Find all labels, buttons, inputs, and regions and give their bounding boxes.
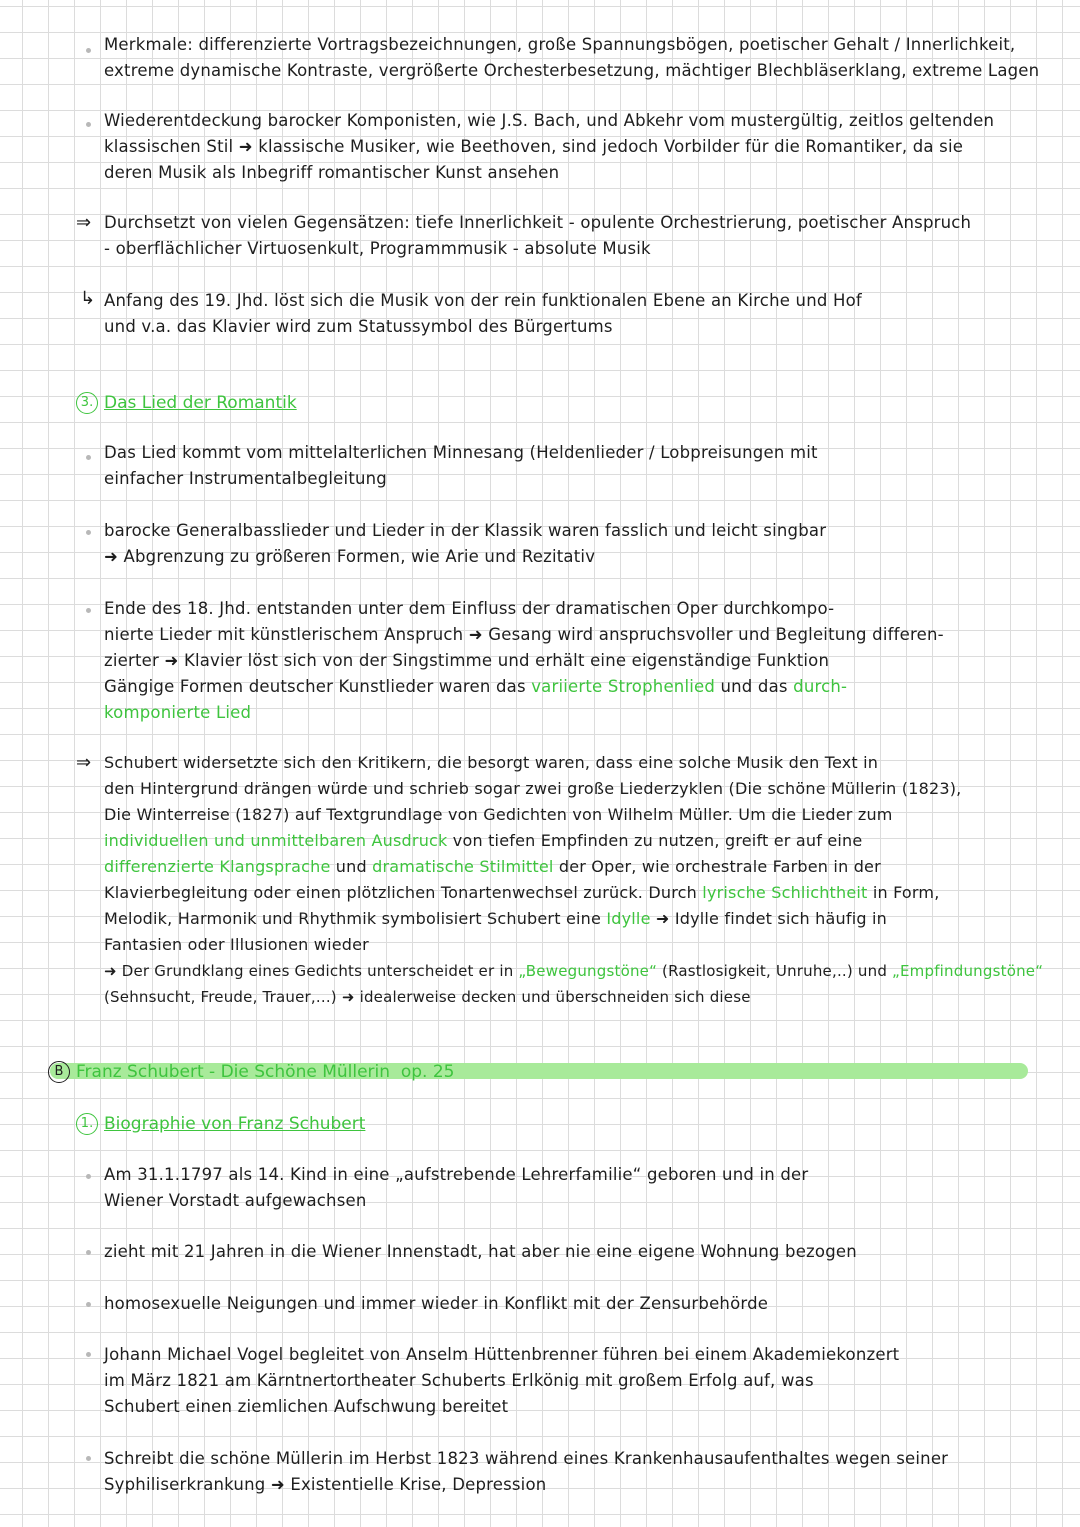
text-line: zieht mit 21 Jahren in die Wiener Innenstadt, hat aber nie eine eigene Wohnung bezogen xyxy=(104,1242,857,1261)
text-line: ➜ Der Grundklang eines Gedichts unterscheidet er in „Bewegungstöne“ (Rastlosigkeit, Unruhe,..) und „Empfindungstöne“ xyxy=(104,962,1044,980)
text-line: Fantasien oder Illusionen wieder xyxy=(104,935,369,954)
arrow-right-icon: ➜ xyxy=(270,1475,285,1494)
text-line: Gängige Formen deutscher Kunstlieder waren das variierte Strophenlied und das durch- xyxy=(104,677,848,696)
merkmale-block xyxy=(104,32,1039,84)
text-line: - oberflächlicher Virtuosenkult, Programmmusik - absolute Musik xyxy=(104,239,651,258)
text-line: einfacher Instrumentalbegleitung xyxy=(104,469,387,488)
text-line: differenzierte Klangsprache und dramatische Stilmittel der Oper, wie orchestrale Farben in der xyxy=(104,857,881,876)
arrow-right-icon: ➜ xyxy=(341,988,355,1006)
bullet xyxy=(86,48,91,53)
text-line: Das Lied kommt vom mittelalterlichen Minnesang (Heldenlieder / Lobpreisungen mit xyxy=(104,443,818,462)
bullet xyxy=(86,122,91,127)
text-line: den Hintergrund drängen würde und schrieb sogar zwei große Liederzyklen (Die schöne Müllerin (1823), xyxy=(104,779,962,798)
arrow-right-icon: ➜ xyxy=(468,625,483,644)
return-arrow-icon: ↳ xyxy=(80,288,96,309)
gegensaetze-block xyxy=(104,210,971,262)
section-heading-biographie: 1. Biographie von Franz Schubert xyxy=(76,1111,365,1137)
arrow-right-icon: ➜ xyxy=(104,962,117,980)
bio-item xyxy=(104,1446,948,1498)
section-number: 3. xyxy=(76,392,98,414)
section-heading-schubert: B Franz Schubert - Die Schöne Müllerin op. 25 xyxy=(48,1059,455,1085)
text-line: Johann Michael Vogel begleitet von Anselm Hüttenbrenner führen bei einem Akademiekonzert xyxy=(104,1345,900,1364)
text-line: und v.a. das Klavier wird zum Statussymbol des Bürgertums xyxy=(104,317,613,336)
bio-item xyxy=(104,1162,808,1214)
anfang-block xyxy=(104,288,862,340)
bio-item xyxy=(104,1342,899,1420)
text-line: Durchsetzt von vielen Gegensätzen: tiefe Innerlichkeit - opulente Orchestrierung, poetischer Anspruch xyxy=(104,213,972,232)
text-line: komponierte Lied xyxy=(104,703,252,722)
bullet xyxy=(86,1352,91,1357)
bio-item xyxy=(104,1239,857,1265)
schubert-block xyxy=(104,750,1043,1010)
bullet xyxy=(86,1456,91,1461)
text-line: Klavierbegleitung oder einen plötzlichen Tonartenwechsel zurück. Durch lyrische Schlichtheit in Form, xyxy=(104,883,940,902)
arrow-right-icon: ➜ xyxy=(164,651,179,670)
wiederentdeckung-block xyxy=(104,108,994,186)
bio-item xyxy=(104,1291,768,1317)
text-line: klassischen Stil ➜ klassische Musiker, wie Beethoven, sind jedoch Vorbilder für die Romantiker, da sie xyxy=(104,137,964,156)
bullet xyxy=(86,455,91,460)
bullet xyxy=(86,1302,91,1307)
bullet xyxy=(86,1174,91,1179)
text-line: Schubert einen ziemlichen Aufschwung bereitet xyxy=(104,1397,509,1416)
text-line: ➜ Abgrenzung zu größeren Formen, wie Arie und Rezitativ xyxy=(104,547,596,566)
text-line: deren Musik als Inbegriff romantischer Kunst ansehen xyxy=(104,163,560,182)
text-line: nierte Lieder mit künstlerischem Anspruch ➜ Gesang wird anspruchsvoller und Begleitung differen- xyxy=(104,625,944,644)
text-line: barocke Generalbasslieder und Lieder in der Klassik waren fasslich und leicht singbar xyxy=(104,521,827,540)
text-line: Anfang des 19. Jhd. löst sich die Musik von der rein funktionalen Ebene an Kirche und Hof xyxy=(104,291,862,310)
text-line: individuellen und unmittelbaren Ausdruck von tiefen Empfinden zu nutzen, greift er auf eine xyxy=(104,831,863,850)
barock-block xyxy=(104,518,826,570)
text-line: Wiederentdeckung barocker Komponisten, wie J.S. Bach, und Abkehr vom mustergültig, zeitlos geltenden xyxy=(104,111,995,130)
text-line: homosexuelle Neigungen und immer wieder in Konflikt mit der Zensurbehörde xyxy=(104,1294,769,1313)
arrow-right-icon: ➜ xyxy=(238,137,253,156)
text-line: Schreibt die schöne Müllerin im Herbst 1823 während eines Krankenhausaufenthaltes wegen seiner xyxy=(104,1449,949,1468)
section-number: 1. xyxy=(76,1113,98,1135)
text-line: Am 31.1.1797 als 14. Kind in eine „aufstrebende Lehrerfamilie“ geboren und in der xyxy=(104,1165,809,1184)
text-line: Syphiliserkrankung ➜ Existentielle Krise, Depression xyxy=(104,1475,547,1494)
section-heading-lied: 3. Das Lied der Romantik xyxy=(76,390,297,416)
text-line: Melodik, Harmonik und Rhythmik symbolisiert Schubert eine Idylle ➜ Idylle findet sich häufig in xyxy=(104,909,887,928)
lied-block xyxy=(104,440,818,492)
text-line: Ende des 18. Jhd. entstanden unter dem Einfluss der dramatischen Oper durchkompo- xyxy=(104,599,835,618)
text-line: Wiener Vorstadt aufgewachsen xyxy=(104,1191,367,1210)
text-line: (Sehnsucht, Freude, Trauer,...) ➜ idealerweise decken und überschneiden sich diese xyxy=(104,988,751,1006)
text-line: im März 1821 am Kärntnertortheater Schuberts Erlkönig mit großem Erfolg auf, was xyxy=(104,1371,814,1390)
double-arrow-icon: ⇒ xyxy=(76,212,92,233)
bullet xyxy=(86,1250,91,1255)
section-letter: B xyxy=(48,1061,70,1083)
ende-block xyxy=(104,596,944,726)
double-arrow-icon: ⇒ xyxy=(76,752,92,773)
text-line: extreme dynamische Kontraste, vergrößerte Orchesterbesetzung, mächtiger Blechbläserklang, extreme Lagen xyxy=(104,61,1040,80)
text-line: Merkmale: differenzierte Vortragsbezeichnungen, große Spannungsbögen, poetischer Gehalt / Innerlichkeit, xyxy=(104,35,1016,54)
bullet xyxy=(86,608,91,613)
bullet xyxy=(86,530,91,535)
text-line: Die Winterreise (1827) auf Textgrundlage von Gedichten von Wilhelm Müller. Um die Lieder zum xyxy=(104,805,893,824)
arrow-right-icon: ➜ xyxy=(104,547,119,566)
text-line: Schubert widersetzte sich den Kritikern, die besorgt waren, dass eine solche Musik den Text in xyxy=(104,753,879,772)
text-line: zierter ➜ Klavier löst sich von der Singstimme und erhält eine eigenständige Funktion xyxy=(104,651,830,670)
arrow-right-icon: ➜ xyxy=(655,909,670,928)
